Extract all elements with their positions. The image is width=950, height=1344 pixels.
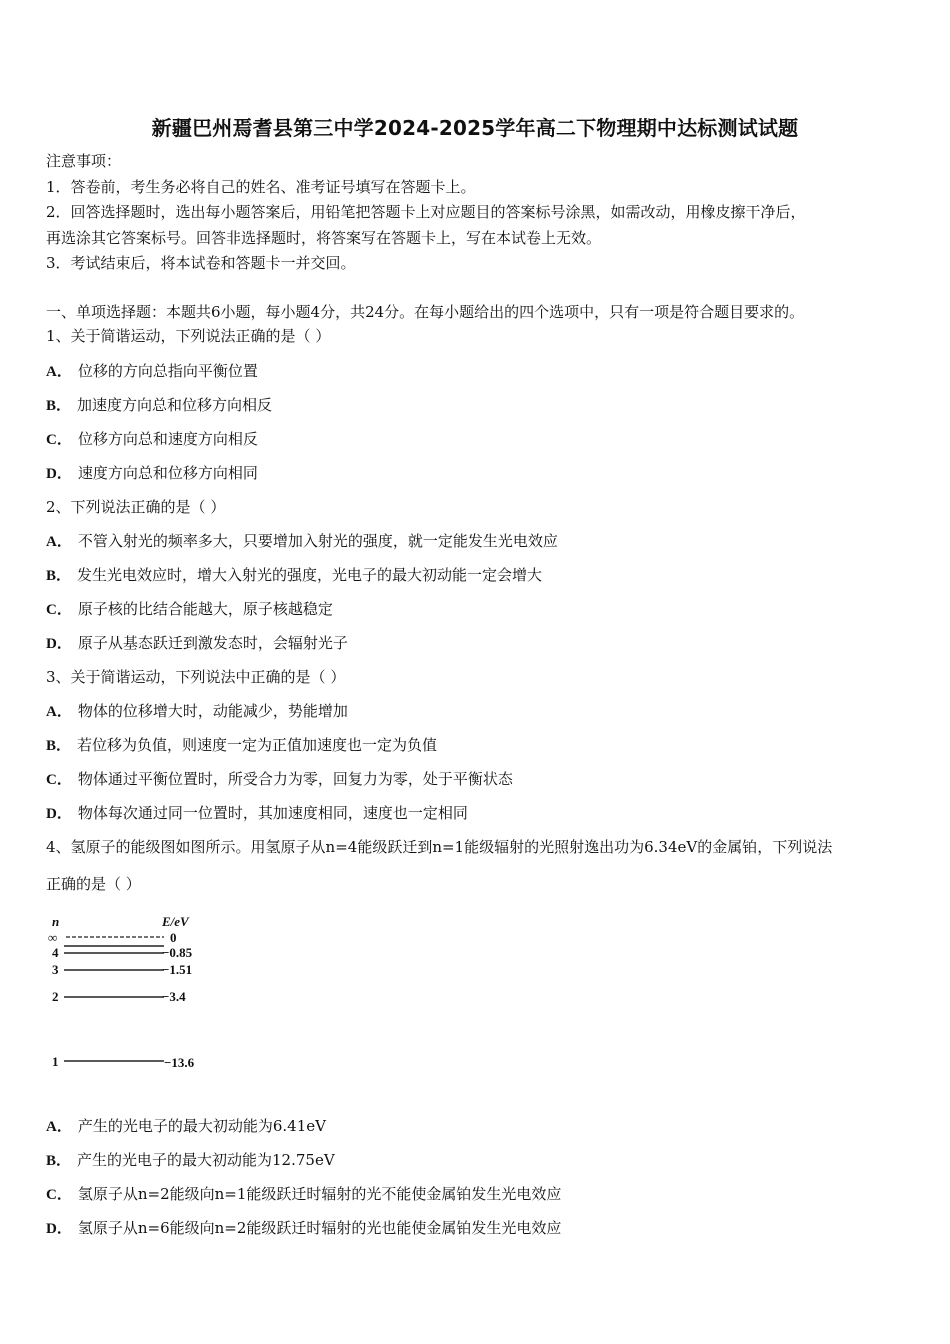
option-label: A． xyxy=(46,704,72,720)
option-text: 物体每次通过同一位置时，其加速度相同，速度也一定相同 xyxy=(77,804,468,822)
option-text: 氢原子从n=6能级向n=2能级跃迁时辐射的光也能使金属铂发生光电效应 xyxy=(77,1219,562,1237)
level-e-1: −13.6 xyxy=(164,1055,195,1070)
notice-item: 3．考试结束后，将本试卷和答题卡一并交回。 xyxy=(46,254,356,272)
option-label: D． xyxy=(46,636,72,652)
notice-item: 2．回答选择题时，选出每小题答案后，用铅笔把答题卡上对应题目的答案标号涂黑，如需改动，用橡皮擦干净后， xyxy=(46,203,806,221)
option-label: D． xyxy=(46,806,72,822)
q2-option-c xyxy=(46,599,333,620)
level-n-inf: ∞ xyxy=(48,930,58,945)
option-label: B． xyxy=(46,1153,72,1169)
option-label: B． xyxy=(46,738,72,754)
option-label: C． xyxy=(46,1187,72,1203)
q4-option-c xyxy=(46,1184,561,1205)
energy-level-diagram xyxy=(40,912,230,1082)
option-text: 速度方向总和位移方向相同 xyxy=(77,464,258,482)
option-text: 原子从基态跃迁到激发态时，会辐射光子 xyxy=(77,634,348,652)
q2-option-a xyxy=(46,531,558,552)
level-n-3: 3 xyxy=(52,962,59,977)
option-text: 加速度方向总和位移方向相反 xyxy=(77,396,273,414)
section-heading: 一、单项选择题：本题共6小题，每小题4分，共24分。在每小题给出的四个选项中，只有一项是符合题目要求的。 xyxy=(46,303,805,321)
level-e-3: −1.51 xyxy=(162,962,193,977)
n-header: n xyxy=(52,914,60,929)
q3-option-b xyxy=(46,735,437,756)
q3-option-d xyxy=(46,803,468,824)
option-text: 物体的位移增大时，动能减少，势能增加 xyxy=(77,702,348,720)
level-n-4: 4 xyxy=(52,945,59,960)
question-3-stem: 3、关于简谐运动，下列说法中正确的是（ ） xyxy=(46,668,346,686)
q4-option-a xyxy=(46,1116,326,1137)
option-label: B． xyxy=(46,568,72,584)
option-label: C． xyxy=(46,432,72,448)
exam-title: 新疆巴州焉耆县第三中学2024-2025学年高二下物理期中达标测试试题 xyxy=(151,116,799,140)
level-e-2: −3.4 xyxy=(162,989,186,1004)
option-text: 产生的光电子的最大初动能为12.75eV xyxy=(77,1151,335,1169)
option-label: A． xyxy=(46,364,72,380)
option-text: 发生光电效应时，增大入射光的强度，光电子的最大初动能一定会增大 xyxy=(77,566,543,584)
option-label: D． xyxy=(46,466,72,482)
level-e-4: −0.85 xyxy=(162,945,193,960)
option-label: A． xyxy=(46,1119,72,1135)
q1-option-d xyxy=(46,463,258,484)
q4-option-d xyxy=(46,1218,561,1239)
option-label: D． xyxy=(46,1221,72,1237)
option-label: C． xyxy=(46,772,72,788)
question-2-stem: 2、下列说法正确的是（ ） xyxy=(46,498,226,516)
question-1-stem: 1、关于简谐运动，下列说法正确的是（ ） xyxy=(46,327,331,345)
option-label: B． xyxy=(46,398,72,414)
notice-item: 1．答卷前，考生务必将自己的姓名、准考证号填写在答题卡上。 xyxy=(46,178,476,196)
option-text: 位移方向总和速度方向相反 xyxy=(77,430,258,448)
option-text: 位移的方向总指向平衡位置 xyxy=(77,362,258,380)
q1-option-b xyxy=(46,395,272,416)
q2-option-d xyxy=(46,633,348,654)
option-text: 若位移为负值，则速度一定为正值加速度也一定为负值 xyxy=(77,736,438,754)
q3-option-a xyxy=(46,701,348,722)
option-text: 物体通过平衡位置时，所受合力为零，回复力为零，处于平衡状态 xyxy=(77,770,513,788)
q3-option-c xyxy=(46,769,513,790)
q1-option-a xyxy=(46,361,258,382)
energy-header: E/eV xyxy=(162,914,189,929)
option-label: C． xyxy=(46,602,72,618)
q2-option-b xyxy=(46,565,542,586)
q1-option-c xyxy=(46,429,258,450)
option-label: A． xyxy=(46,534,72,550)
option-text: 氢原子从n=2能级向n=1能级跃迁时辐射的光不能使金属铂发生光电效应 xyxy=(77,1185,562,1203)
q4-option-b xyxy=(46,1150,335,1171)
question-4-stem-line1: 4、氢原子的能级图如图所示。用氢原子从n=4能级跃迁到n=1能级辐射的光照射逸出功为6.34eV的金属铂，下列说法 xyxy=(46,838,833,856)
level-n-1: 1 xyxy=(52,1054,59,1069)
level-e-inf: 0 xyxy=(170,930,177,945)
option-text: 不管入射光的频率多大，只要增加入射光的强度，就一定能发生光电效应 xyxy=(77,532,558,550)
option-text: 原子核的比结合能越大，原子核越稳定 xyxy=(77,600,333,618)
notice-item: 再选涂其它答案标号。回答非选择题时，将答案写在答题卡上，写在本试卷上无效。 xyxy=(46,229,602,247)
option-text: 产生的光电子的最大初动能为6.41eV xyxy=(77,1117,326,1135)
notice-header: 注意事项： xyxy=(46,152,122,170)
question-4-stem-line2: 正确的是（ ） xyxy=(46,875,141,893)
level-n-2: 2 xyxy=(52,989,59,1004)
